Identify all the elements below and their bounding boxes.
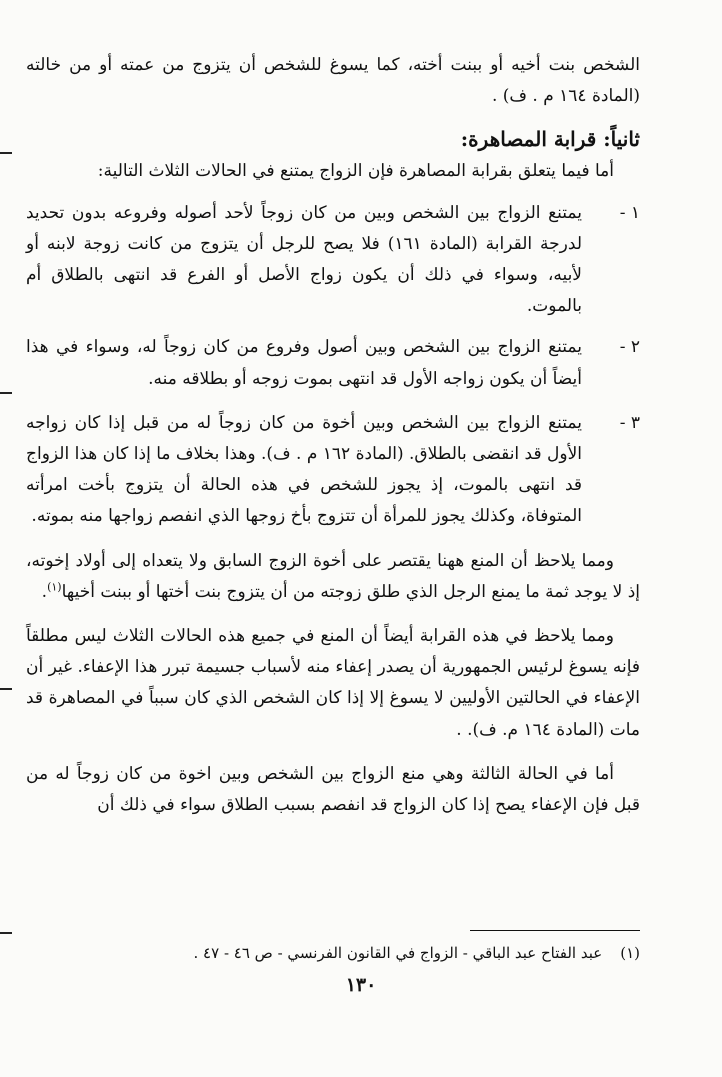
exemption-paragraph: ومما يلاحظ في هذه القرابة أيضاً أن المنع في جميع هذه الحالات الثلاث ليس مطلقاً فإنه يسوغ لرئيس الجمهورية أن يصدر إعفاء منه لأسباب جسيمة تبرر هذا الإعفاء. غير أن الإعفاء في الحالتين الأوليين لا يسوغ إلا إذا كان الشخص الذي كان سبباً في المصاهرة قد مات (المادة ١٦٤ م. ف). .	[26, 626, 640, 740]
third-case-paragraph: أما في الحالة الثالثة وهي منع الزواج بين الشخص وبين اخوة من كان زوجاً له من قبل فإن الإعفاء يصح إذا كان الزواج قد انفصم بسبب الطلاق سواء في ذلك أن	[26, 763, 640, 816]
list-item-text: يمتنع الزواج بين الشخص وبين أصول وفروع من كان زوجاً له، وسواء في هذا أيضاً أن يكون زواجه الأول قد انتهى بموت زوجه أو بطلاقه منه.	[26, 337, 582, 389]
page-body	[26, 50, 640, 821]
footnote-number: (١)	[620, 944, 640, 962]
margin-mark	[0, 932, 12, 934]
margin-mark	[0, 688, 12, 690]
margin-mark	[0, 152, 12, 154]
footnote-reference: (١)	[47, 580, 62, 594]
list-item-number: ٢ -	[619, 337, 640, 358]
list-item	[26, 408, 640, 533]
page-number: ١٣٠	[345, 974, 377, 996]
footnote	[26, 940, 640, 966]
list-item-number: ١ -	[619, 202, 640, 223]
footnote-text: عبد الفتاح عبد الباقي - الزواج في القانون الفرنسي - ص ٤٦ - ٤٧ .	[193, 944, 603, 962]
list-item-text: يمتنع الزواج بين الشخص وبين من كان زوجاً لأحد أصوله وفروعه بدون تحديد لدرجة القرابة (المادة ١٦١) فلا يصح للرجل أن يتزوج من كانت زوجة لابنه أو لأبيه، وسواء في ذلك أن يكون زواج الأصل أو الفرع قد انتهى بالطلاق أم بالموت.	[26, 202, 582, 317]
footnote-divider	[470, 930, 640, 931]
list-item	[26, 332, 640, 394]
section-heading: ثانياً: قرابة المصاهرة:	[460, 127, 640, 152]
note-paragraph-end: .	[41, 581, 48, 602]
list-item	[26, 198, 640, 323]
note-paragraph	[26, 546, 640, 608]
note-paragraph-text: ومما يلاحظ أن المنع ههنا يقتصر على أخوة الزوج السابق ولا يتعداه إلى أولاد إخوته، إذ لا يوجد ثمة ما يمنع الرجل الذي طلق زوجته من أن يتزوج بنت أختها أو ببنت أخيها	[26, 550, 640, 602]
margin-mark	[0, 392, 12, 394]
list-item-number: ٣ -	[619, 412, 640, 433]
list-item-text: يمتنع الزواج بين الشخص وبين أخوة من كان زوجاً له من قبل إذا كان زواجه الأول قد انقضى بالطلاق. (المادة ١٦٢ م . ف). وهذا بخلاف ما إذا كان هذا الزواج قد انتهى بالموت، إذ يجوز للشخص في هذه الحالة أن يتزوج بأخت امرأته المتوفاة، وكذلك يجوز للمرأة أن تتزوج بأخ زوجها الذي انفصم زواجها منه بموته.	[26, 412, 582, 527]
intro-paragraph: الشخص بنت أخيه أو ببنت أخته، كما يسوغ للشخص أن يتزوج من عمته أو من خالته (المادة ١٦٤ م . ف) .	[26, 55, 640, 107]
lead-paragraph: أما فيما يتعلق بقرابة المصاهرة فإن الزواج يمتنع في الحالات الثلاث التالية:	[97, 161, 614, 182]
